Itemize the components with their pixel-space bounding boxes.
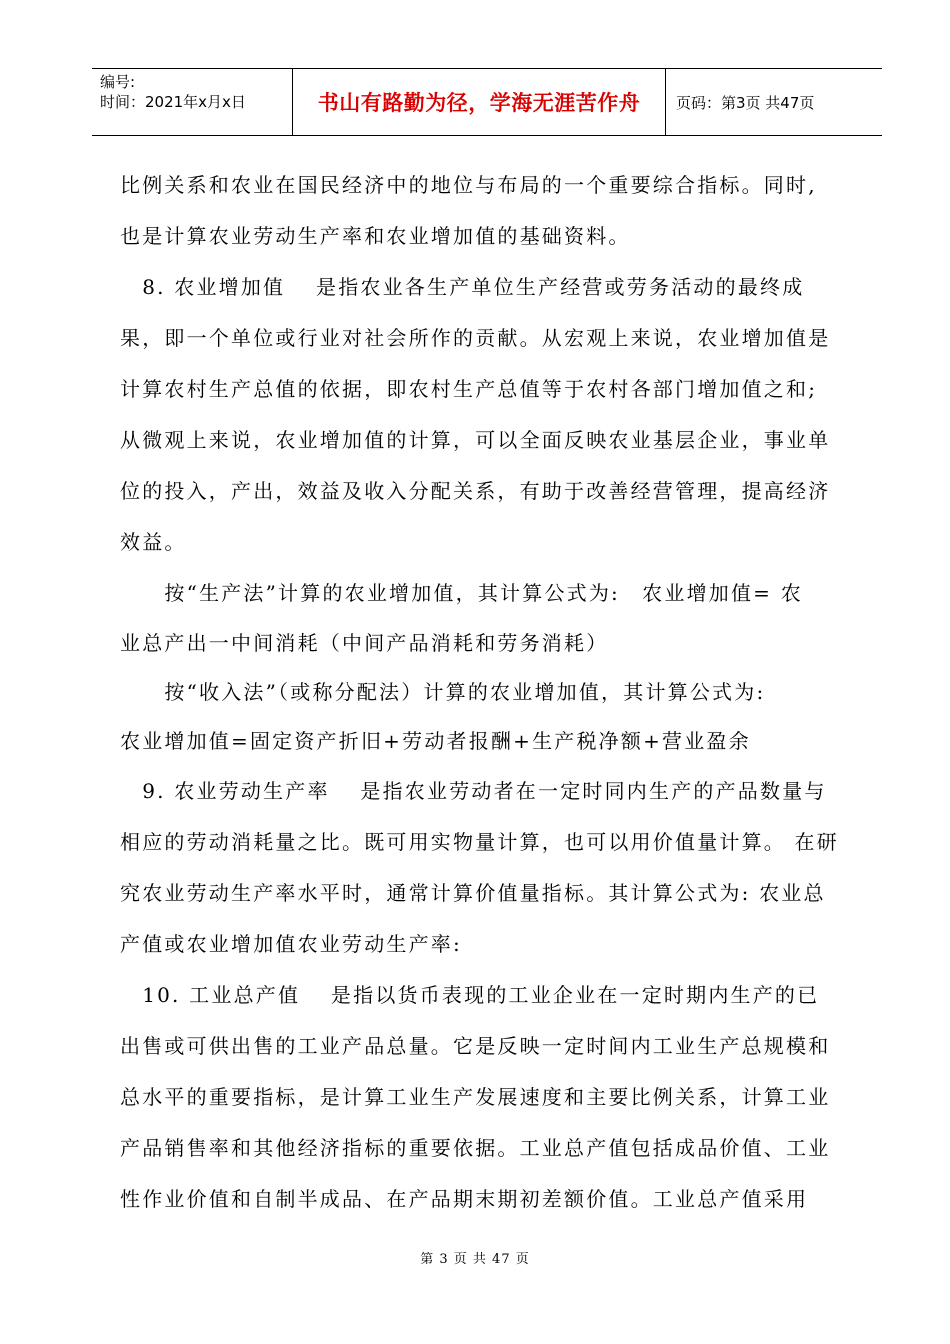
text-line: 相应的劳动消耗量之比。既可用实物量计算，也可以用价值量计算。 在研 [120,830,839,854]
document-header [92,68,882,136]
text-line: 业总产出一中间消耗（中间产品消耗和劳务消耗） [120,631,609,655]
text-line: 产品销售率和其他经济指标的重要依据。工业总产值包括成品价值、工业 [120,1136,831,1160]
body-text [120,160,852,1225]
text-line: 从微观上来说，农业增加值的计算，可以全面反映农业基层企业，事业单 [120,428,831,452]
text-line: 产值或农业增加值农业劳动生产率: [120,932,462,956]
footer-page-number: 第 3 页 共 47 页 [420,1252,530,1267]
page-footer [0,1248,950,1267]
text-line: 出售或可供出售的工业产品总量。它是反映一定时间内工业生产总规模和 [120,1034,831,1058]
serial-label: 编号: [100,73,136,91]
page-info-text: 页码：第3页 共47页 [676,93,815,112]
text-line: 效益。 [120,530,187,554]
text-line: 按“生产法”计算的农业增加值，其计算公式为: 农业增加值= 农 [120,581,803,605]
text-line: 性作业价值和自制半成品、在产品期末期初差额价值。工业总产值采用 [120,1187,809,1211]
text-line: 究农业劳动生产率水平时，通常计算价值量指标。其计算公式为: 农业总 [120,881,826,905]
text-line: 8. 农业增加值 是指农业各生产单位生产经营或劳务活动的最终成 [120,275,805,299]
text-line: 10. 工业总产值 是指以货币表现的工业企业在一定时期内生产的已 [120,983,820,1007]
text-line: 农业增加值=固定资产折旧+劳动者报酬+生产税净额+营业盈余 [120,729,751,753]
header-meta-cell [92,69,293,135]
text-line: 总水平的重要指标，是计算工业生产发展速度和主要比例关系，计算工业 [120,1085,831,1109]
text-line: 9. 农业劳动生产率 是指农业劳动者在一定时同内生产的产品数量与 [120,779,827,803]
text-line: 果，即一个单位或行业对社会所作的贡献。从宏观上来说，农业增加值是 [120,326,831,350]
text-line: 按“收入法”（或称分配法）计算的农业增加值，其计算公式为: [120,680,766,704]
motto-text: 书山有路勤为径，学海无涯苦作舟 [317,91,641,115]
text-line: 也是计算农业劳动生产率和农业增加值的基础资料。 [120,224,631,248]
text-line: 比例关系和农业在国民经济中的地位与布局的一个重要综合指标。同时, [120,173,817,197]
text-line: 位的投入，产出，效益及收入分配关系，有助于改善经营管理，提高经济 [120,479,831,503]
motto-cell [293,69,666,135]
page-info-cell [666,69,882,135]
date-label: 时间：2021年x月x日 [100,93,246,111]
text-line: 计算农村生产总值的依据，即农村生产总值等于农村各部门增加值之和; [120,377,818,401]
